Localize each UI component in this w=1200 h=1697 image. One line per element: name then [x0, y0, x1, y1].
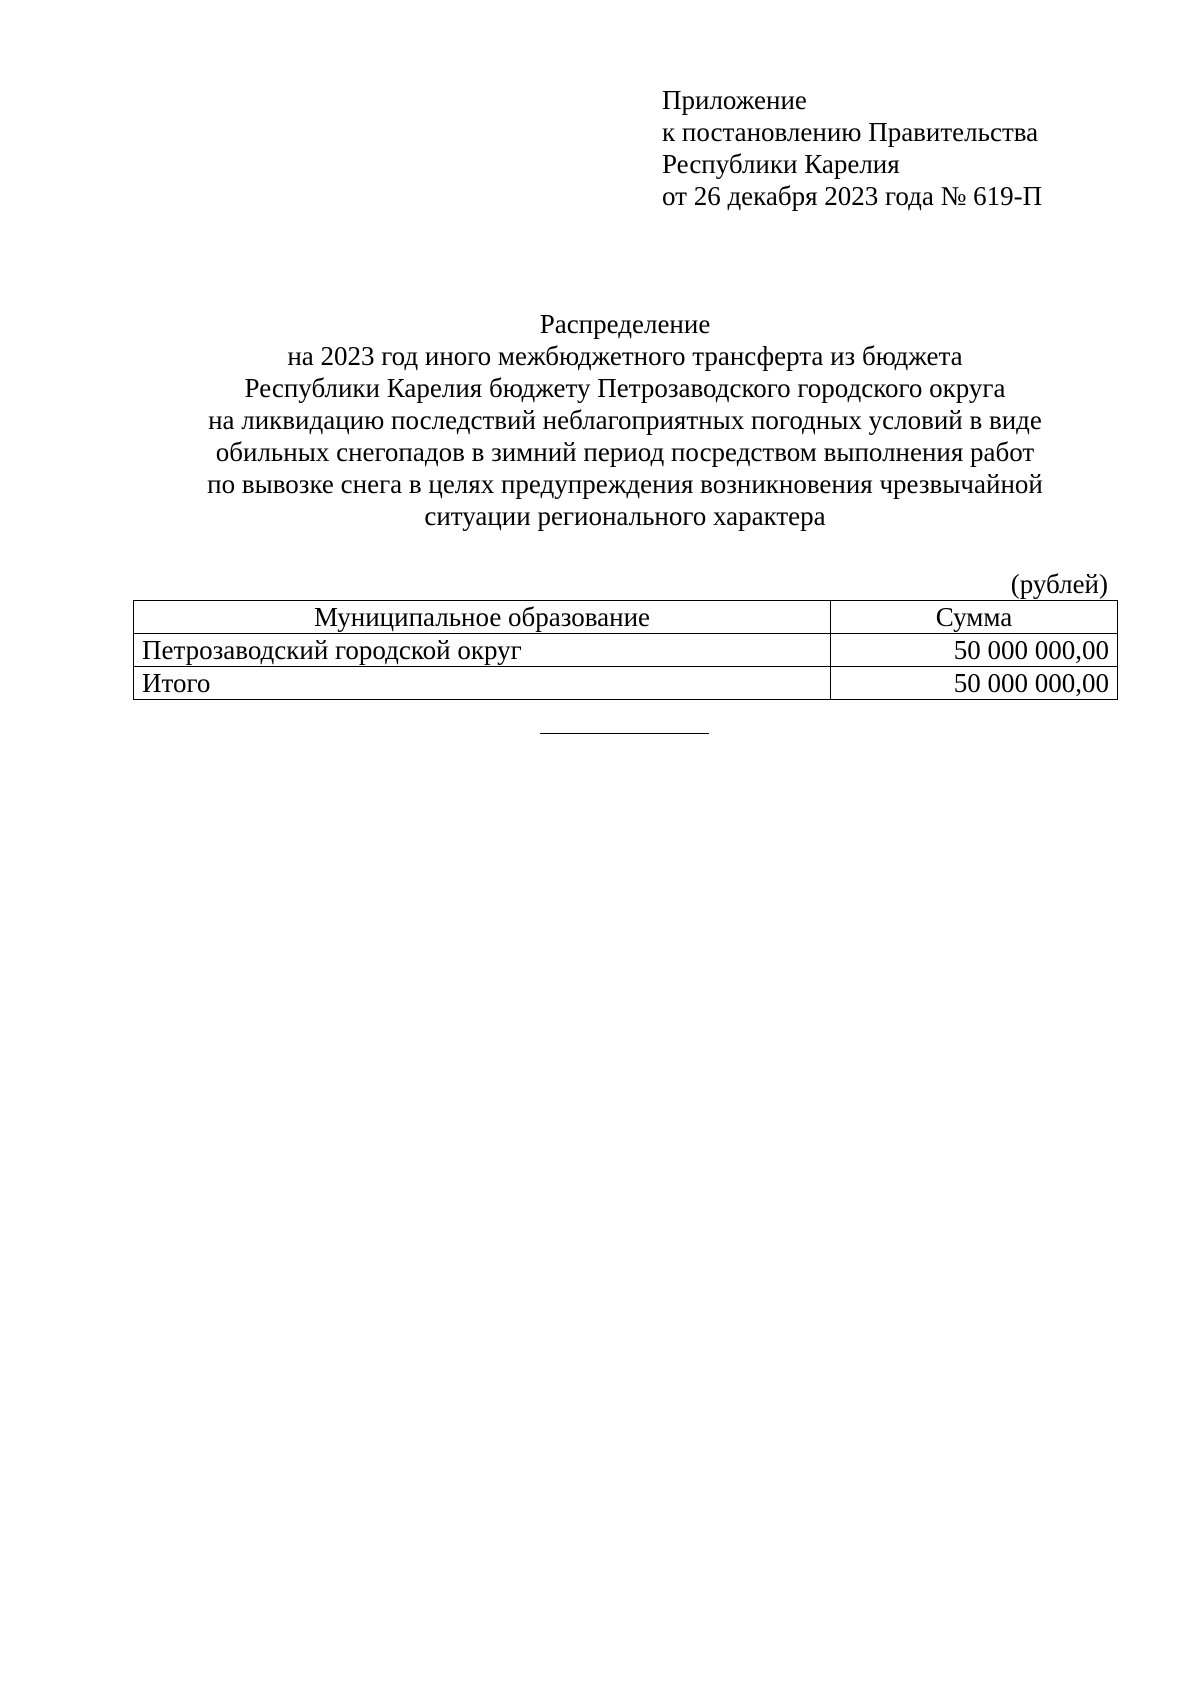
title-line: на 2023 год иного межбюджетного трансферта из бюджета	[287, 341, 963, 371]
title-line: Республики Карелия бюджету Петрозаводского городского округа	[244, 373, 1006, 403]
title-line: обильных снегопадов в зимний период посредством выполнения работ	[215, 437, 1035, 467]
appendix-date-line: от 26 декабря 2023 года № 619-П	[662, 181, 1043, 211]
table-row	[134, 634, 1118, 667]
title-line: ситуации регионального характера	[424, 501, 826, 531]
municipality-cell: Петрозаводский городской округ	[134, 634, 831, 667]
total-label-cell: Итого	[134, 667, 831, 700]
appendix-line: Приложение	[662, 85, 807, 115]
table-header-row	[134, 601, 1118, 634]
appendix-line: к постановлению Правительства	[662, 117, 1039, 147]
table-total-row	[134, 667, 1118, 700]
unit-label: (рублей)	[1010, 569, 1108, 599]
title-line: на ликвидацию последствий неблагоприятных погодных условий в виде	[208, 405, 1042, 435]
end-divider	[540, 733, 709, 734]
appendix-block	[662, 84, 1042, 212]
distribution-table	[133, 600, 1118, 700]
column-header-sum: Сумма	[831, 601, 1118, 634]
title-line: по вывозке снега в целях предупреждения возникновения чрезвычайной	[207, 469, 1043, 499]
sum-cell: 50 000 000,00	[831, 634, 1118, 667]
title-heading: Распределение	[539, 309, 711, 339]
column-header-municipality: Муниципальное образование	[134, 601, 831, 634]
document-title	[130, 308, 1120, 532]
appendix-line: Республики Карелия	[662, 149, 900, 179]
total-sum-cell: 50 000 000,00	[831, 667, 1118, 700]
